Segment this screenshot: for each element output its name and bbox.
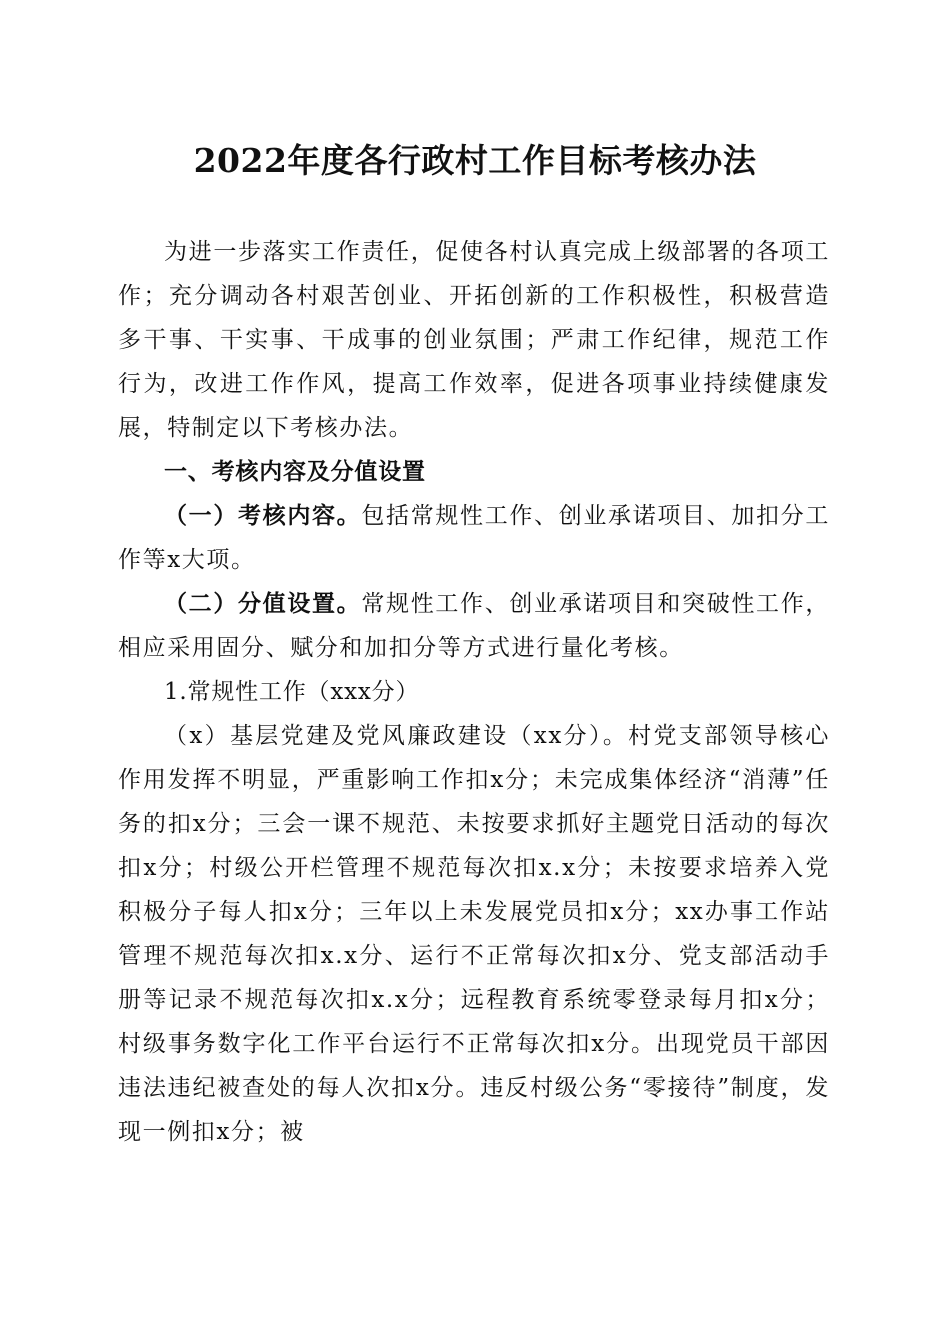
item-2-text: 常规性工作、创业承诺项目和突破性工作，相应采用固分、赋分和加扣分等方式进行量化考核。 <box>118 591 830 661</box>
document-title: 2022年度各行政村工作目标考核办法 <box>193 141 757 180</box>
item-1-paragraph <box>118 494 830 582</box>
section-heading: 一、考核内容及分值设置 <box>164 459 426 485</box>
item-2-paragraph <box>118 582 830 670</box>
subsection-heading: 1.常规性工作（xxx分） <box>164 679 420 705</box>
item-1-text: 包括常规性工作、创业承诺项目、加扣分工作等x大项。 <box>118 503 830 573</box>
document-body <box>118 230 830 1154</box>
intro-paragraph: 为进一步落实工作责任，促使各村认真完成上级部署的各项工作；充分调动各村艰苦创业、开拓创新的工作积极性，积极营造多干事、干实事、干成事的创业氛围；严肃工作纪律，规范工作行为，改进工作作风，提高工作效率，促进各项事业持续健康发展，特制定以下考核办法。 <box>118 239 830 441</box>
item-1-lead: （一）考核内容。 <box>164 503 362 529</box>
subsection-detail-paragraph: （x）基层党建及党风廉政建设（xx分）。村党支部领导核心作用发挥不明显，严重影响工作扣x分；未完成集体经济“消薄”任务的扣x分；三会一课不规范、未按要求抓好主题党日活动的每次扣x分；村级公开栏管理不规范每次扣x.x分；未按要求培养入党积极分子每人扣x分；三年以上未发展党员扣x分；xx办事工作站管理不规范每次扣x.x分、运行不正常每次扣x分、党支部活动手册等记录不规范每次扣x.x分；远程教育系统零登录每月扣x分；村级事务数字化工作平台运行不正常每次扣x分。出现党员干部因违法违纪被查处的每人次扣x分。违反村级公务“零接待”制度，发现一例扣x分；被 <box>118 723 830 1145</box>
item-2-lead: （二）分值设置。 <box>164 591 362 617</box>
